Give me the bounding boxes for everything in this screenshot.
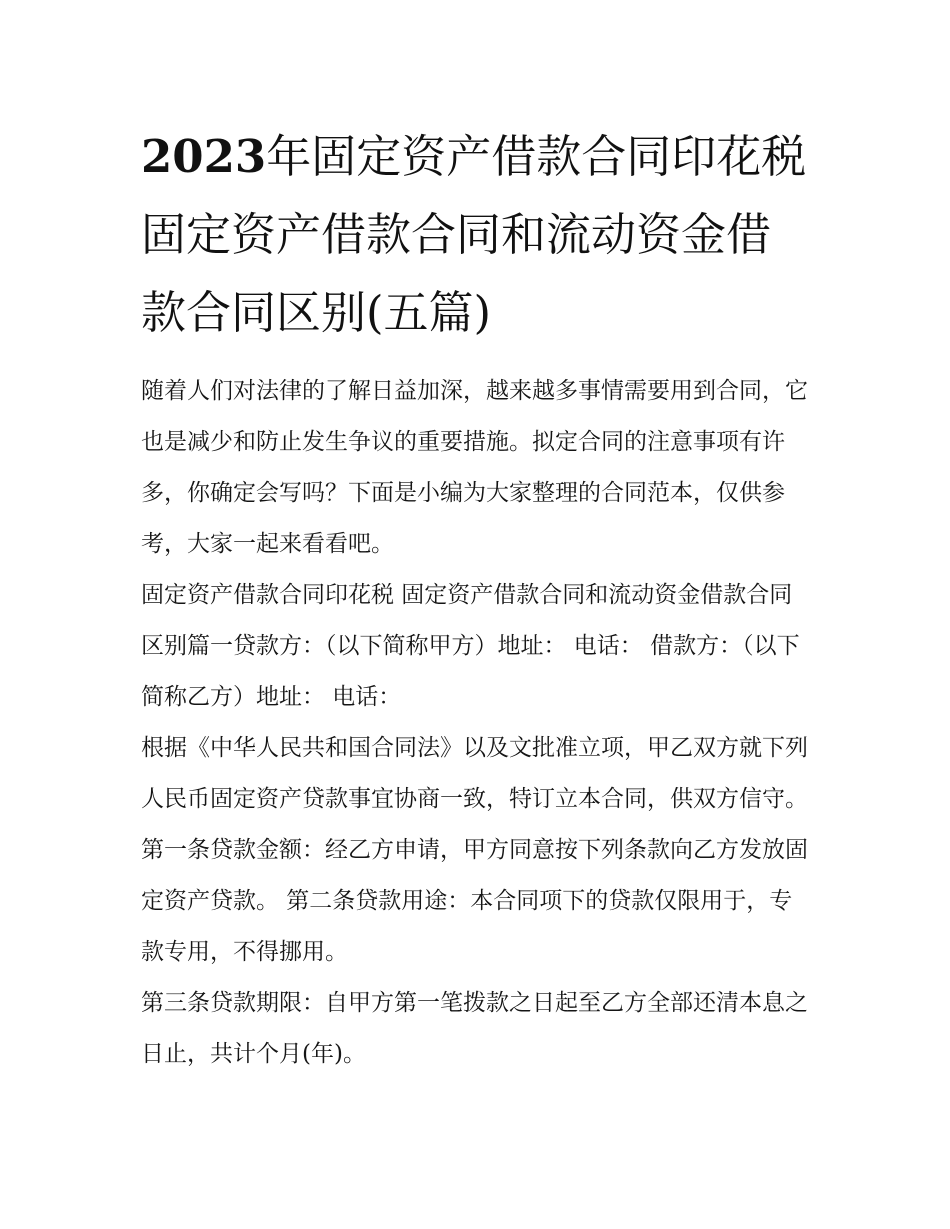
title-year: 2023 (141, 130, 267, 183)
title-text: 年固定资产借款合同印花税 固定资产借款合同和流动资金借款合同区别(五篇) (141, 130, 807, 339)
paragraph-intro: 随着人们对法律的了解日益加深，越来越多事情需要用到合同，它也是减少和防止发生争议的重要措施。拟定合同的注意事项有许多，你确定会写吗？下面是小编为大家整理的合同范本，仅供参考，大家一起来看看吧。 (141, 378, 808, 557)
paragraph-basis: 根据《中华人民共和国合同法》以及文批准立项，甲乙双方就下列人民币固定资产贷款事宜协商一致，特订立本合同，供双方信守。 (141, 735, 808, 812)
paragraph-parties: 固定资产借款合同印花税 固定资产借款合同和流动资金借款合同区别篇一贷款方：（以下简称甲方）地址： 电话： 借款方：（以下简称乙方）地址： 电话： (141, 582, 800, 710)
paragraph-article-1-2: 第一条贷款金额：经乙方申请，甲方同意按下列条款向乙方发放固定资产贷款。 第二条贷款用途：本合同项下的贷款仅限用于，专款专用，不得挪用。 (141, 837, 808, 965)
document-page (141, 118, 813, 1080)
paragraph-article-3: 第三条贷款期限：自甲方第一笔拨款之日起至乙方全部还清本息之日止，共计个月(年)。 (141, 990, 808, 1067)
document-title (141, 118, 813, 352)
